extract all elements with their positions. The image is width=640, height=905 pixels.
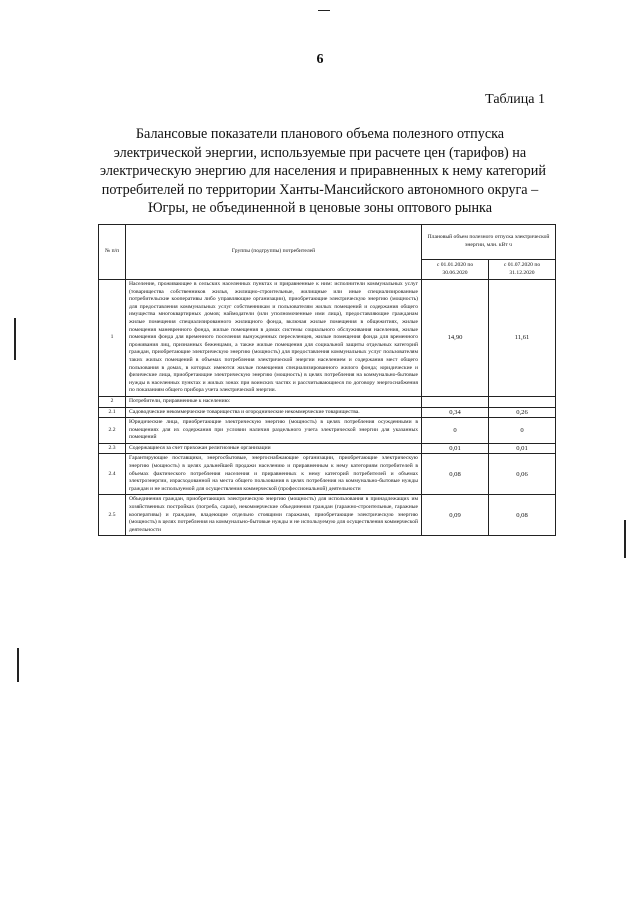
- scan-edge-mark: [14, 318, 16, 360]
- row-text: Население, проживающее в сельских населенных пунктах и приравненные к ним: исполнители коммунальных услуг (товарищества собственников жилья, жилищно-строительные, жилищные или иные специализированные потребительские кооперативы либо управляющие организации), приобретающие электрическую энергию (мощность) для предоставления коммунальных услуг собственникам и пользователям жилых помещений и содержания общего имущества многоквартирных домов; наймодатели (или уполномоченные ими лица), предоставляющие гражданам жилые помещения специализированного жилищного фонда, включая жилые помещения в общежитиях, жилые помещения маневренного фонда, жилые помещения в домах системы социального обслуживания населения, жилые помещения фонда для временного поселения вынужденных переселенцев, жилые помещения фонда для временного проживания лиц, признанных беженцами, а также жилые помещения для социальной защиты отдельных категорий граждан, приобретающие электрическую энергию (мощность) для предоставления коммунальных услуг пользователям таких жилых помещений в объемах потребления электрической энергии населением и содержания мест общего пользования в домах, в которых имеются жилые помещения специализированного жилого фонда; юридические и физические лица, приобретающие электрическую энергию (мощность) в целях потребления на коммунально-бытовые нужды в населенных пунктах и жилых зонах при воинских частях и рассчитывающиеся по договору энергоснабжения по показаниям общего прибора учета электрической энергии.: [126, 280, 422, 397]
- table-row: [99, 396, 556, 407]
- row-value-period-1: 0,08: [422, 454, 489, 495]
- document-title: [100, 125, 546, 218]
- table-row: [99, 495, 556, 536]
- row-num: 2.2: [99, 418, 126, 444]
- title-line: Югры, не объединенной в ценовые зоны оптового рынка: [147, 200, 493, 216]
- table-row: [99, 454, 556, 495]
- row-value-period-2: 0,06: [489, 454, 556, 495]
- row-value-period-2: 0,01: [489, 443, 556, 454]
- row-text: Содержащиеся за счет прихожан религиозные организации: [126, 443, 422, 454]
- row-value-period-2: [489, 396, 556, 407]
- row-value-period-1: 0: [422, 418, 489, 444]
- header-period-1: с 01.01.2020 по 30.06.2020: [422, 260, 489, 280]
- header-num: № п/п: [99, 225, 126, 280]
- row-text: Гарантирующие поставщики, энергосбытовые, энергоснабжающие организации, приобретающие электрическую энергию (мощность) в целях дальнейшей продажи населению и приравненным к нему категориям потребителей в объемах фактического потребления населения и приравненных к нему категорий потребителей и объемах электроэнергии, израсходованной на места общего пользования в целях потребления на коммунально-бытовые нужды граждан и не используемой для осуществления коммерческой (профессиональной) деятельности: [126, 454, 422, 495]
- row-num: 2.1: [99, 407, 126, 418]
- title-line: потребителей по территории Ханты-Мансийского автономного округа –: [101, 181, 539, 198]
- header-groups: Группы (подгруппы) потребителей: [126, 225, 422, 280]
- row-num: 2.4: [99, 454, 126, 495]
- row-value-period-1: 0,09: [422, 495, 489, 536]
- scan-edge-mark: [624, 520, 626, 558]
- row-num: 1: [99, 280, 126, 397]
- table-label: Таблица 1: [485, 92, 545, 107]
- header-period-2: с 01.07.2020 по 31.12.2020: [489, 260, 556, 280]
- scan-edge-mark: [318, 10, 330, 11]
- scan-edge-mark: [17, 648, 19, 682]
- row-value-period-1: 0,34: [422, 407, 489, 418]
- row-text: Юридические лица, приобретающие электрическую энергию (мощность) в целях потребления осужденными в помещениях для их содержания при условии наличия раздельного учета электрической энергии для указанных помещений: [126, 418, 422, 444]
- row-value-period-2: 11,61: [489, 280, 556, 397]
- row-num: 2.3: [99, 443, 126, 454]
- row-num: 2.5: [99, 495, 126, 536]
- title-line: электрической энергии, используемые при расчете цен (тарифов) на: [113, 144, 527, 161]
- header-volume: Плановый объем полезного отпуска электрической энергии, млн. кВт ч: [422, 225, 556, 260]
- row-value-period-2: 0: [489, 418, 556, 444]
- row-text: Садоводческие некоммерческие товарищества и огороднические некоммерческие товарищества.: [126, 407, 422, 418]
- row-text: Потребители, приравненные к населению:: [126, 396, 422, 407]
- row-num: 2: [99, 396, 126, 407]
- row-value-period-2: 0,08: [489, 495, 556, 536]
- row-text: Объединения граждан, приобретающих электрическую энергию (мощность) для использования в принадлежащих им хозяйственных постройках (погреба, сараи), некоммерческие объединения граждан (гаражно-строительные, гаражные кооперативы) и граждане, владеющие отдельно стоящими гаражами, приобретающие электрическую энергию (мощность) в целях потребления на коммунально-бытовые нужды и не используемую для осуществления коммерческой деятельности: [126, 495, 422, 536]
- balance-table: [98, 224, 556, 536]
- title-line: электрическую энергию для населения и приравненных к нему категорий: [100, 163, 546, 179]
- table-row: [99, 407, 556, 418]
- table-row: [99, 280, 556, 397]
- row-value-period-1: 0,01: [422, 443, 489, 454]
- row-value-period-1: [422, 396, 489, 407]
- table-header-row: [99, 225, 556, 260]
- row-value-period-2: 0,26: [489, 407, 556, 418]
- page-number: 6: [316, 52, 324, 67]
- row-value-period-1: 14,90: [422, 280, 489, 397]
- table-row: [99, 418, 556, 444]
- table-row: [99, 443, 556, 454]
- title-line: Балансовые показатели планового объема полезного отпуска: [135, 126, 505, 142]
